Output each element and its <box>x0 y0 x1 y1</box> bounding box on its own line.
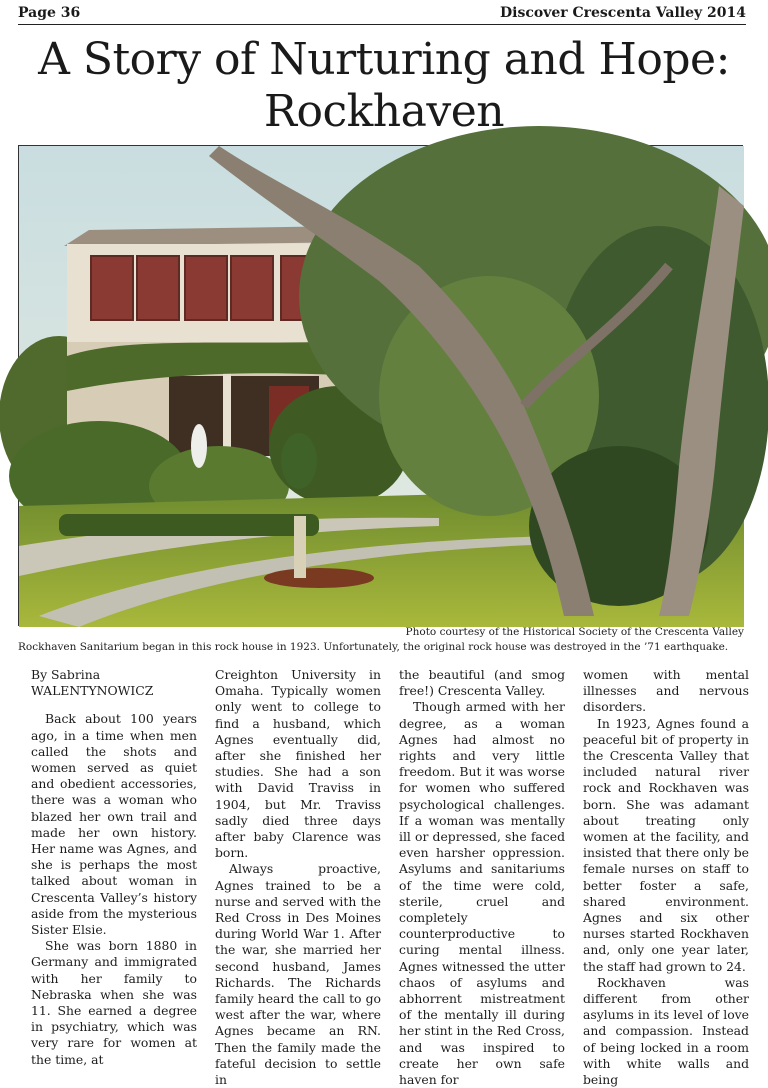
paragraph: In 1923, Agnes found a peaceful bit of property in the Crescenta Valley that included natural river rock and Rockhaven was born. She was adamant about treating only women at the facility, and insisted that there only be female nurses on staff to better foster a safe, shared environment. Agnes and six other nurses started Rockhaven and, only one year later, the staff had grown to 24. <box>583 715 749 974</box>
page-header <box>18 2 746 24</box>
paragraph: Rockhaven was different from other asylums in its level of love and compassion. Instead of being locked in a room with white walls and being <box>583 974 749 1088</box>
header-rule <box>18 24 746 25</box>
article-column-2 <box>215 667 381 1088</box>
headline <box>0 34 768 138</box>
article-column-3 <box>399 667 565 1088</box>
byline-surname: WALENTYNOWICZ <box>31 683 154 699</box>
paragraph: the beautiful (and smog free!) Crescenta Valley. <box>399 667 565 699</box>
rockhaven-house-illustration <box>19 146 744 627</box>
paragraph: She was born 1880 in Germany and immigrated with her family to Nebraska when she was 11. She earned a degree in psychiatry, which was very rare for women at the time, at <box>31 938 197 1067</box>
paragraph: Creighton University in Omaha. Typically women only went to college to find a husband, which Agnes eventually did, after she finished her studies. She had a son with David Traviss in 1904, but Mr. Traviss sadly died three days after baby Clarence was born. <box>215 667 381 861</box>
page-number: Page 36 <box>18 5 81 21</box>
photo-credit: Photo courtesy of the Historical Society of the Crescenta Valley <box>405 626 744 638</box>
publication-title: Discover Crescenta Valley 2014 <box>500 5 746 21</box>
article-column-4 <box>583 667 749 1088</box>
paragraph: women with mental illnesses and nervous disorders. <box>583 667 749 715</box>
headline-line-1: A Story of Nurturing and Hope: <box>38 34 730 85</box>
photo-caption: Rockhaven Sanitarium began in this rock house in 1923. Unfortunately, the original rock house was destroyed in the ’71 earthquake. <box>18 641 729 653</box>
headline-line-2: Rockhaven <box>263 86 505 137</box>
paragraph: Back about 100 years ago, in a time when men called the shots and women served as quiet and obedient accessories, there was a woman who blazed her own trail and made her own history. Her name was Agnes, and she is perhaps the most talked about woman in Crescenta Valley’s history aside from the mysterious Sister Elsie. <box>31 711 197 938</box>
article-body <box>31 667 751 1088</box>
article-column-1 <box>31 667 197 1067</box>
paragraph: Always proactive, Agnes trained to be a nurse and served with the Red Cross in Des Moines during World War 1. After the war, she married her second husband, James Richards. The Richards family heard the call to go west after the war, where Agnes became an RN. Then the family made the fateful decision to settle in <box>215 861 381 1088</box>
byline-name: By Sabrina <box>31 667 101 682</box>
rockhaven-photo <box>18 145 743 626</box>
paragraph: Though armed with her degree, as a woman Agnes had almost no rights and very little freedom. But it was worse for women who suffered psychological challenges. If a woman was mentally ill or depressed, she faced even harsher oppression. Asylums and sanitariums of the time were cold, sterile, cruel and completely counterproductive to curing mental illness. Agnes witnessed the utter chaos of asylums and abhorrent mistreatment of the mentally ill during her stint in the Red Cross, and was inspired to create her own safe haven for <box>399 699 565 1088</box>
